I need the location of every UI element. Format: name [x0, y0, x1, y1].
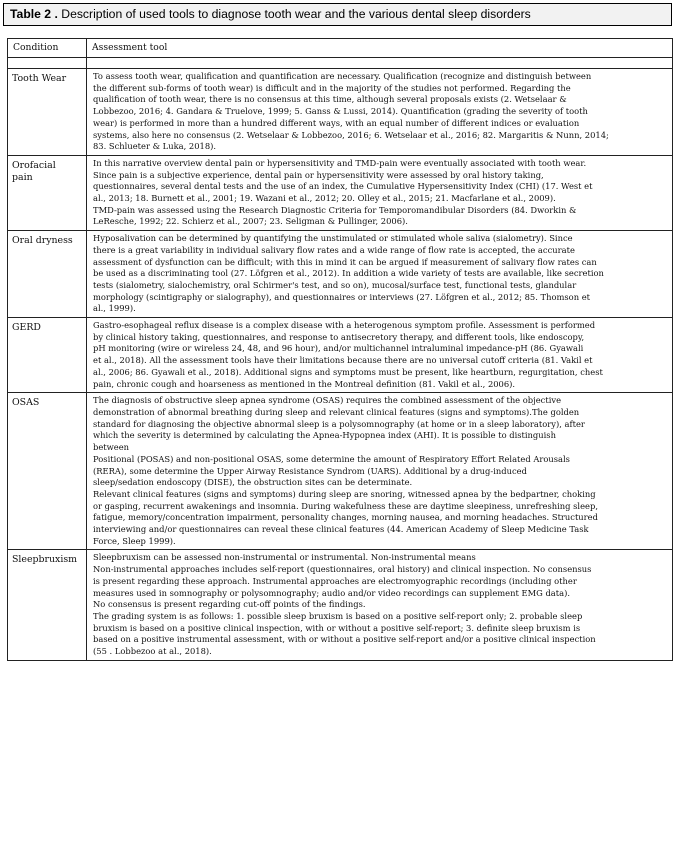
- assessment-text-line: wear) is performed in more than a hundred different ways, with an equal number of different indices or evaluation: [93, 117, 580, 128]
- assessment-text-line: tests (sialometry, sialochemistry, oral Schirmer's test, and so on), mucosal/surface test, functional tests, glandular: [93, 279, 577, 290]
- assessment-text-line: Lobbezoo, 2016; 4. Gandara & Truelove, 1999; 5. Ganss & Lussi, 2014). Quantification (grading the severity of tooth: [93, 106, 588, 117]
- assessment-text-line: assessment of dysfunction can be difficult; with this in mind it can be argued if measurement of salivary flow rates can: [93, 256, 597, 267]
- condition-cell: [8, 318, 87, 393]
- assessment-tool-cell: [87, 393, 673, 550]
- assessment-text-line: To assess tooth wear, qualification and quantification are necessary. Qualification (recognize and distinguish between: [93, 71, 592, 81]
- assessment-text-line: standard for diagnosing the objective abnormal sleep is a polysomnography (at home or in a sleep laboratory), after: [93, 418, 585, 429]
- condition-label: GERD: [12, 322, 41, 334]
- table-header-row: [8, 39, 673, 58]
- spacer-cell: [87, 58, 673, 69]
- assessment-text-line: al., 2013; 18. Burnett et al., 2001; 19. Wazani et al., 2012; 20. Olley et al., 2015; 21. Macfarlane et al., 2009).: [93, 193, 556, 204]
- table-row: [8, 318, 673, 393]
- condition-cell: [8, 550, 87, 660]
- assessment-tools-table: [7, 38, 673, 661]
- assessment-tool-cell: [87, 231, 673, 318]
- condition-label: OSAS: [12, 397, 40, 409]
- table-spacer-row: [8, 58, 673, 69]
- assessment-text-line: al., 1999).: [93, 303, 136, 314]
- table-row: [8, 393, 673, 550]
- assessment-tool-cell: [87, 318, 673, 393]
- header-condition-label: Condition: [13, 42, 59, 53]
- assessment-text-line: sleep/sedation endoscopy (DISE), the obstruction sites can be determinate.: [93, 477, 413, 488]
- assessment-text-line: by clinical history taking, questionnaires, and response to antisecretory therapy, and different tools, like endoscopy,: [93, 331, 585, 342]
- assessment-text-line: Force, Sleep 1999).: [93, 535, 176, 546]
- assessment-tool-cell: [87, 69, 673, 156]
- assessment-text-line: Relevant clinical features (signs and symptoms) during sleep are snoring, witnessed apnea by the bedpartner, choking: [93, 488, 596, 499]
- header-assessment-tool-label: Assessment tool: [92, 42, 168, 53]
- table-row: [8, 69, 673, 156]
- assessment-text-line: pain, chronic cough and hoarseness as mentioned in the Montreal definition (81. Vakil et al., 2006).: [93, 378, 516, 389]
- condition-cell: [8, 231, 87, 318]
- header-condition: [8, 39, 87, 58]
- assessment-text-line: based on a positive instrumental assessment, with or without a positive self-report and/or a positive clinical inspection: [93, 634, 596, 645]
- assessment-text-line: Non-instrumental approaches includes self-report (questionnaires, oral history) and clinical inspection. No consensus: [93, 564, 592, 575]
- condition-label: Sleepbruxism: [12, 554, 78, 566]
- table-row: [8, 231, 673, 318]
- assessment-text-line: Since pain is a subjective experience, dental pain or hypersensitivity were assessed by oral history taking,: [93, 169, 544, 180]
- assessment-text-line: which the severity is determined by calculating the Apnea-Hypopnea index (AHI). It is possible to distinguish: [93, 430, 556, 441]
- table-caption-text: Description of used tools to diagnose tooth wear and the various dental sleep disorders: [57, 7, 531, 21]
- assessment-text-line: 83. Schlueter & Luka, 2018).: [93, 141, 217, 152]
- assessment-text-line: interviewing and/or questionnaires can reveal these clinical features (44. American Academy of Sleep Medicine Task: [93, 524, 589, 535]
- condition-cell: [8, 155, 87, 230]
- assessment-text-line: TMD-pain was assessed using the Research Diagnostic Criteria for Temporomandibular Disorders (84. Dworkin &: [93, 204, 577, 215]
- condition-label: pain: [12, 172, 33, 184]
- assessment-text-line: systems, also here no consensus (2. Wetselaar & Lobbezoo, 2016; 6. Wetselaar et al., 2016; 82. Margaritis & Nunn, 2014;: [93, 129, 609, 140]
- assessment-text-line: Sleepbruxism can be assessed non-instrumental or instrumental. Non-instrumental means: [93, 552, 476, 563]
- assessment-text-line: qualification of tooth wear, there is no consensus at this time, although several proposals exists (2. Wetselaar &: [93, 94, 567, 105]
- table-caption-label: Table 2 .: [10, 7, 58, 21]
- assessment-tool-cell: [87, 550, 673, 660]
- table-row: [8, 550, 673, 660]
- spacer-cell: [8, 58, 87, 69]
- assessment-text-line: LeResche, 1992; 22. Schierz et al., 2007; 23. Seligman & Pullinger, 2006).: [93, 216, 408, 227]
- condition-cell: [8, 393, 87, 550]
- condition-label: Tooth Wear: [12, 73, 67, 84]
- assessment-text-line: fatigue, memory/concentration impairment, personality changes, morning nausea, and morning headaches. Structured: [93, 512, 598, 523]
- assessment-text-line: questionnaires, several dental tests and the use of an index, the Cumulative Hypersensitivity Index (CHI) (17. West et: [93, 181, 593, 192]
- assessment-tool-cell: [87, 155, 673, 230]
- assessment-text-line: morphology (scintigraphy or sialography), and questionnaires or interviews (27. Löfgren et al., 2012; 85. Thomson et: [93, 291, 591, 302]
- assessment-text-line: bruxism is based on a positive clinical inspection, with or without a positive self-report; 3. definite sleep bruxism is: [93, 622, 581, 633]
- assessment-text-line: be used as a discriminating tool (27. Löfgren et al., 2012). In addition a wide variety of tests are available, like secretion: [93, 268, 604, 279]
- assessment-text-line: The grading system is as follows: 1. possible sleep bruxism is based on a positive self-report only; 2. probable sleep: [93, 610, 583, 621]
- assessment-text-line: between: [93, 442, 130, 453]
- condition-label: Oral dryness: [12, 235, 73, 247]
- assessment-text-line: the different sub-forms of tooth wear) is difficult and in the majority of the studies not performed. Regarding the: [93, 82, 571, 93]
- condition-cell: [8, 69, 87, 156]
- assessment-text-line: al., 2006; 86. Gyawali et al., 2018). Additional signs and symptoms must be present, like heartburn, regurgitation, chest: [93, 366, 603, 377]
- assessment-text-line: is present regarding these approach. Instrumental approaches are electromyographic recordings (including other: [93, 575, 577, 586]
- assessment-text-line: demonstration of abnormal breathing during sleep and relevant clinical features (signs and symptoms).The golden: [93, 406, 580, 417]
- assessment-text-line: et al., 2018). All the assessment tools have their limitations because there are no universal cutoff criteria (81. Vakil et: [93, 355, 593, 366]
- condition-label: Orofacial: [12, 159, 56, 171]
- assessment-text-line: Positional (POSAS) and non-positional OSAS, some determine the amount of Respiratory Effort Related Arousals: [93, 453, 570, 464]
- assessment-text-line: or gasping, recurrent awakenings and insomnia. During wakefulness these are daytime sleepiness, unrefreshing sleep,: [93, 500, 598, 511]
- table-row: [8, 155, 673, 230]
- assessment-text-line: No consensus is present regarding cut-off points of the findings.: [93, 599, 366, 610]
- assessment-text-line: there is a great variability in individual salivary flow rates and a wide range of flow rate is accepted, the accurate: [93, 244, 575, 255]
- assessment-text-line: pH monitoring (wire or wireless 24, 48, and 96 hour), and/or multichannel intraluminal impedance-pH (86. Gyawali: [93, 343, 584, 354]
- assessment-text-line: measures used in somnography or polysomnography; audio and/or video recordings can supplement EMG data).: [93, 587, 570, 598]
- table-caption: [10, 7, 531, 21]
- table-caption-box: [3, 3, 672, 26]
- assessment-text-line: Gastro-esophageal reflux disease is a complex disease with a heterogenous symptom profile. Assessment is performed: [93, 320, 596, 331]
- assessment-text-line: (55 . Lobbezoo at al., 2018).: [93, 646, 212, 657]
- assessment-text-line: Hyposalivation can be determined by quantifying the unstimulated or stimulated whole saliva (sialometry). Since: [93, 233, 573, 244]
- assessment-text-line: The diagnosis of obstructive sleep apnea syndrome (OSAS) requires the combined assessment of the objective: [93, 395, 562, 406]
- assessment-text-line: (RERA), some determine the Upper Airway Resistance Syndrom (UARS). Additional by a drug-induced: [93, 465, 527, 476]
- assessment-text-line: In this narrative overview dental pain or hypersensitivity and TMD-pain were eventually associated with tooth wear.: [93, 157, 587, 168]
- header-assessment-tool: [87, 39, 673, 58]
